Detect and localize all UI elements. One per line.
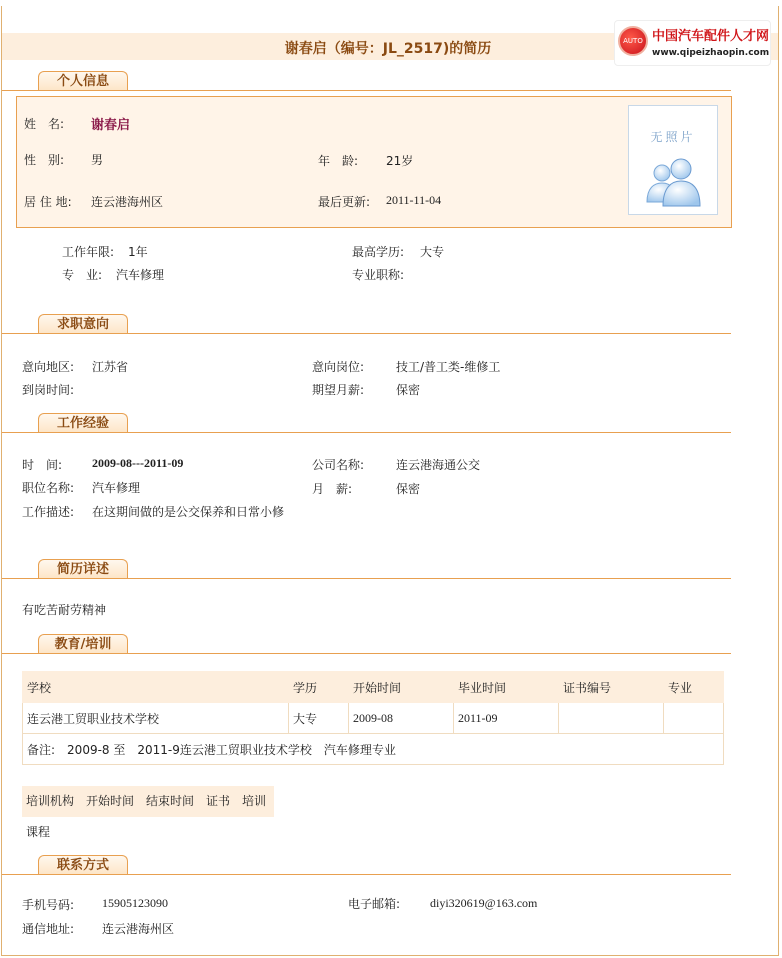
section-divider [2, 432, 731, 433]
photo-text: 无照片 [650, 130, 696, 144]
degree-label: 最高学历: [352, 245, 405, 259]
area-value: 江苏省 [92, 360, 129, 374]
updated-label: 最后更新: [318, 195, 371, 209]
company-label: 公司名称: [312, 458, 365, 472]
name-label: 姓 名: [24, 117, 65, 131]
section-tab-contact: 联系方式 [38, 855, 128, 874]
pay-label: 月 薪: [312, 482, 353, 496]
education-table [22, 671, 724, 765]
gender-label: 性 别: [24, 153, 65, 167]
email-label: 电子邮箱: [348, 897, 401, 911]
years-value: 1年 [128, 245, 148, 259]
title-label: 专业职称: [352, 268, 405, 282]
email-value[interactable]: diyi320619@163.com [430, 896, 538, 910]
user-avatar-icon [643, 156, 705, 210]
residence-value: 连云港海州区 [91, 195, 164, 209]
phone-label: 手机号码: [22, 898, 75, 912]
gender-value: 男 [91, 153, 104, 167]
table-header-row [23, 672, 724, 703]
col-school: 学校 [23, 672, 289, 703]
photo-placeholder [628, 105, 718, 215]
section-tab-personal: 个人信息 [38, 71, 128, 90]
years-label: 工作年限: [62, 245, 115, 259]
col-start: 开始时间 [349, 672, 454, 703]
job-value: 汽车修理 [92, 481, 141, 495]
position-label: 意向岗位: [312, 360, 365, 374]
time-value: 2009-08---2011-09 [92, 456, 184, 470]
section-divider [2, 578, 731, 579]
salary-label: 期望月薪: [312, 383, 365, 397]
salary-value: 保密 [396, 383, 421, 397]
section-divider [2, 874, 731, 875]
desc-label: 工作描述: [22, 505, 75, 519]
cell-degree: 大专 [289, 703, 349, 734]
col-cert: 证书编号 [559, 672, 664, 703]
desc-value: 在这期间做的是公交保养和日常小修 [92, 505, 285, 519]
table-row [23, 703, 724, 734]
degree-value: 大专 [420, 245, 445, 259]
cell-cert [559, 703, 664, 734]
cell-start: 2009-08 [349, 703, 454, 734]
section-tab-summary: 简历详述 [38, 559, 128, 578]
major-label: 专 业: [62, 268, 103, 282]
education-note: 备注: 2009-8 至 2011-9连云港工贸职业技术学校 汽车修理专业 [23, 734, 724, 765]
logo-name: 中国汽车配件人才网 [652, 29, 770, 44]
cell-end: 2011-09 [454, 703, 559, 734]
auto-logo-icon: AUTO [618, 26, 648, 56]
section-tab-intention: 求职意向 [38, 314, 128, 333]
residence-label: 居 住 地: [24, 195, 72, 209]
summary-text: 有吃苦耐劳精神 [22, 603, 107, 617]
major-value: 汽车修理 [116, 268, 165, 282]
col-end: 毕业时间 [454, 672, 559, 703]
site-logo[interactable] [614, 20, 771, 66]
col-degree: 学历 [289, 672, 349, 703]
age-label: 年 龄: [318, 154, 359, 168]
cell-school: 连云港工贸职业技术学校 [23, 703, 289, 734]
section-tab-education: 教育/培训 [38, 634, 128, 653]
col-major: 专业 [664, 672, 724, 703]
section-divider [2, 653, 731, 654]
age-value: 21岁 [386, 154, 414, 168]
pay-value: 保密 [396, 482, 421, 496]
address-value: 连云港海州区 [102, 922, 175, 936]
job-label: 职位名称: [22, 481, 75, 495]
arrival-label: 到岗时间: [22, 383, 75, 397]
time-label: 时 间: [22, 458, 63, 472]
area-label: 意向地区: [22, 360, 75, 374]
training-header: 培训机构 开始时间 结束时间 证书 培训课程 [22, 786, 274, 817]
name-value: 谢春启 [91, 118, 131, 133]
company-value: 连云港海通公交 [396, 458, 481, 472]
section-divider [2, 90, 731, 91]
phone-value: 15905123090 [102, 896, 168, 910]
page-title: 谢春启（编号：JL_2517)的简历 [284, 41, 492, 57]
section-divider [2, 333, 731, 334]
section-tab-experience: 工作经验 [38, 413, 128, 432]
cell-major [664, 703, 724, 734]
position-value: 技工/普工类-维修工 [396, 360, 501, 374]
updated-value: 2011-11-04 [386, 193, 442, 207]
table-row [23, 734, 724, 765]
logo-url: www.qipeizhaopin.com [652, 48, 770, 58]
address-label: 通信地址: [22, 922, 75, 936]
